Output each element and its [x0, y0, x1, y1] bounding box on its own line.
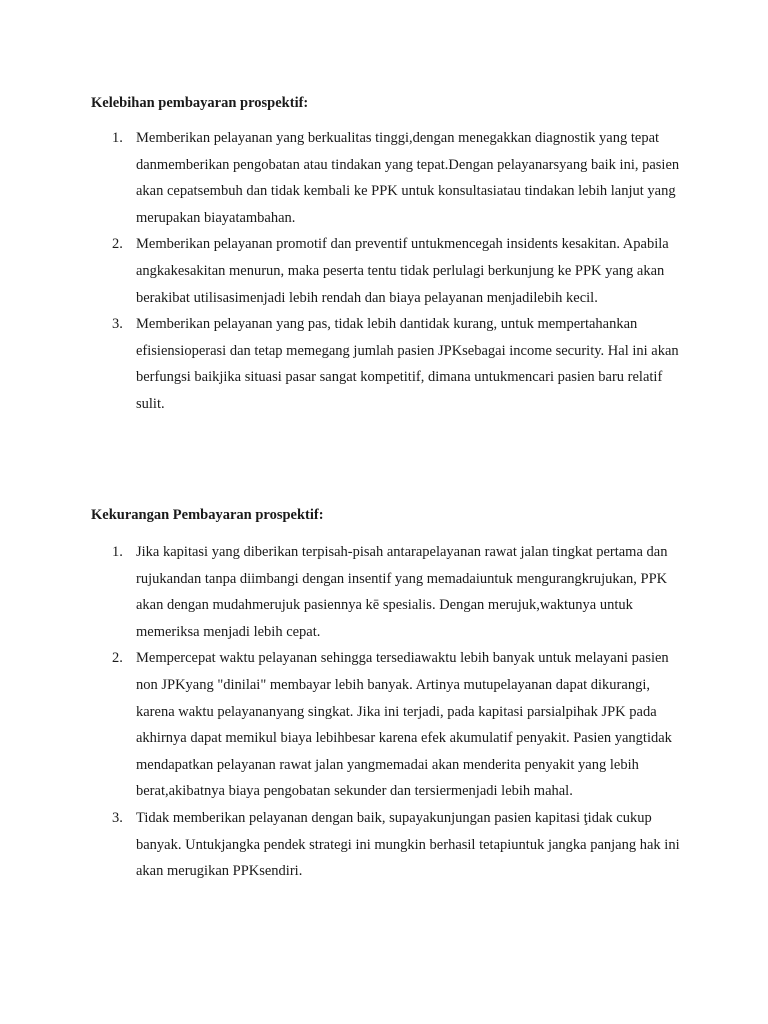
disadvantages-heading: Kekurangan Pembayaran prospektif: — [91, 507, 324, 523]
list-item-text: Memberikan pelayanan yang berkualitas tinggi,dengan menegakkan diagnostik yang tepat danmemberikan pengobatan atau tindakan yang tepat.Dengan pelayanarsyang baik ini, pasien akan cepatsembuh dan tidak kembali ke PPK untuk konsultasiatau tindakan lebih lanjut yang merupakan biayatambahan. — [136, 130, 680, 226]
advantages-list — [91, 125, 681, 418]
list-number: 2. — [112, 236, 123, 253]
list-number: 1. — [112, 130, 123, 146]
list-number: 1. — [112, 544, 123, 560]
list-item — [91, 805, 681, 885]
disadvantages-list — [91, 539, 681, 885]
list-item-text: Mempercepat waktu pelayanan sehingga tersediawaktu lebih banyak untuk melayani pasien non JPKyang "dinilai" membayar lebih banyak. Artinya mutupelayanan dapat dikurangi, karena waktu pelayananyang singkat. Jika ini terjadi, pada kapitasi parsialpihak JPK pada akhirnya dapat memikul biaya lebihbesar karena efek akumulatif penyakit. Pasien yangtidak mendapatkan pelayanan rawat jalan yangmemadai akan menderita penyakit yang lebih berat,akibatnya biaya pengobatan sekunder dan tersiermenjadi lebih mahal. — [136, 650, 672, 800]
list-number: 3. — [112, 316, 123, 333]
list-item — [91, 231, 681, 311]
disadvantages-section — [91, 505, 681, 885]
advantages-section — [91, 93, 681, 418]
list-item — [91, 539, 681, 645]
list-item-text: Jika kapitasi yang diberikan terpisah-pisah antarapelayanan rawat jalan tingkat pertama dan rujukandan tanpa diimbangi dengan insentif yang memadaiuntuk mengurangkrujukan, PPK akan dengan mudahmerujuk pasiennya kē spesialis. Dengan merujuk,waktunya untuk memeriksa menjadi lebih cepat. — [136, 544, 668, 640]
list-number: 2. — [112, 650, 123, 667]
list-item — [91, 125, 681, 231]
list-item-text: Tidak memberikan pelayanan dengan baik, supayakunjungan pasien kapitasi ţidak cukup banyak. Untukjangka pendek strategi ini mungkin berhasil tetapiuntuk jangka panjang hak ini akan merugikan PPKsendiri. — [136, 809, 680, 880]
list-item-text: Memberikan pelayanan promotif dan preventif untukmencegah insidents kesakitan. Apabila angkakesakitan menurun, maka peserta tentu tidak perlulagi berkunjung ke PPK yang akan berakibat utilisasimenjadi lebih rendah dan biaya pelayanan menjadilebih kecil. — [136, 236, 669, 306]
advantages-heading: Kelebihan pembayaran prospektif: — [91, 95, 309, 111]
list-item — [91, 645, 681, 805]
list-number: 3. — [112, 809, 123, 826]
list-item-text: Memberikan pelayanan yang pas, tidak lebih dantidak kurang, untuk mempertahankan efisiensioperasi dan tetap memegang jumlah pasien JPKsebagai income security. Hal ini akan berfungsi baikjika situasi pasar sangat kompetitif, dimana untukmencari pasien baru relatif sulit. — [136, 316, 679, 412]
list-item — [91, 311, 681, 417]
